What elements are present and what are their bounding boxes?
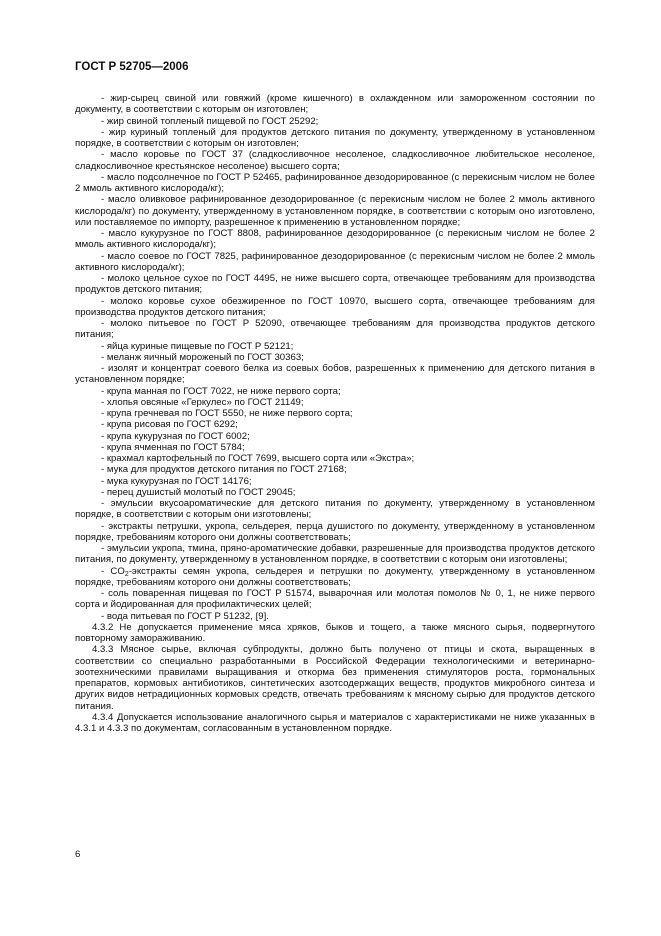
list-item-co2 <box>75 566 595 589</box>
co2-rest: -экстракты семян укропа, сельдерея и петрушки по документу, утвержденному в установленном порядке, требованиям которого они должны соответствовать; <box>75 565 595 588</box>
list-item: - масло коровье по ГОСТ 37 (сладкосливочное несоленое, сладкосливочное любительское несоленое, сладкосливочное крестьянское несоленое) высшего сорта; <box>75 149 595 172</box>
list-item: - крупа кукурузная по ГОСТ 6002; <box>101 430 250 442</box>
list-item: - перец душистый молотый по ГОСТ 29045; <box>101 486 296 498</box>
list-item: - вода питьевая по ГОСТ Р 51232, [9]. <box>101 610 269 622</box>
list-item: - молоко питьевое по ГОСТ Р 52090, отвечающее требованиям для производства продуктов детского питания; <box>75 318 595 341</box>
list-item: - хлопья овсяные «Геркулес» по ГОСТ 21149; <box>101 396 304 408</box>
list-item: - эмульсии укропа, тмина, пряно-ароматические добавки, разрешенные для производства продуктов детского питания, по документу, утвержденному в установленном порядке, в соответствии с которым они изготовлены; <box>75 543 595 566</box>
list-item: - масло подсолнечное по ГОСТ Р 52465, рафинированное дезодорированное (с перекисным числом не более 2 ммоль активного кислорода/кг); <box>75 171 595 194</box>
list-item: - молоко коровье сухое обезжиренное по ГОСТ 10970, высшего сорта, отвечающее требованиям для производства продуктов детского питания; <box>75 295 595 318</box>
list-item: - масло кукурузное по ГОСТ 8808, рафинированное дезодорированное (с перекисным числом не более 2 ммоль активного кислорода/кг); <box>75 228 595 251</box>
co2-prefix: - CO <box>101 565 125 577</box>
list-item: - жир куриный топленый для продуктов детского питания по документу, утвержденному в установленном порядке, в соответствии с которым он изготовлен; <box>75 126 595 149</box>
list-item: - эмульсии вкусоароматические для детского питания по документу, утвержденному в установленном порядке, в соответствии с которым они изготовлены; <box>75 498 595 521</box>
list-item: - изолят и концентрат соевого белка из соевых бобов, разрешенных к применению для детского питания в установленном порядке; <box>75 363 595 386</box>
list-item: - молоко цельное сухое по ГОСТ 4495, не ниже высшего сорта, отвечающее требованиям для производства продуктов детского питания; <box>75 273 595 296</box>
list-item: - мука для продуктов детского питания по ГОСТ 27168; <box>101 464 347 476</box>
list-item: - крупа гречневая по ГОСТ 5550, не ниже первого сорта; <box>101 408 353 419</box>
page-number: 6 <box>75 849 81 860</box>
list-item: - жир свиной топленый пищевой по ГОСТ 25292; <box>101 115 319 127</box>
list-item: - крахмал картофельный по ГОСТ 7699, высшего сорта или «Экстра»; <box>101 453 415 464</box>
list-item: - крупа ячменная по ГОСТ 5784; <box>101 441 245 453</box>
list-item: - масло соевое по ГОСТ 7825, рафинированное дезодорированное (с перекисным числом не более 2 ммоль активного кислорода/кг); <box>75 250 595 273</box>
section-4-3-3: 4.3.3 Мясное сырье, включая субпродукты, должно быть получено от птицы и скота, выращенных в соответствии со специально разработанными в Российской Федерации технологическими и ветеринарно-зоотехническими правилами выращивания и откорма без применения стимуляторов роста, гормональных препаратов, кормовых антибиотиков, синтетических азотсодержащих веществ, продуктов микробного синтеза и других видов нетрадиционных кормовых средств, отвечать требованиям к мясному сырью для продуктов детского питания. <box>75 644 595 712</box>
list-item: - крупа манная по ГОСТ 7022, не ниже первого сорта; <box>101 385 341 397</box>
list-item: - крупа рисовая по ГОСТ 6292; <box>101 419 238 431</box>
list-item: - соль поваренная пищевая по ГОСТ Р 51574, выварочная или молотая помолов № 0, 1, не ниже первого сорта и йодированная для профилактических целей; <box>75 588 595 611</box>
list-item: - масло оливковое рафинированное дезодорированное (с перекисным числом не более 2 ммоль активного кислорода/кг) по документу, утвержденному в установленном порядке, в соответствии с которым оно изготовлено, или поставляемое по импорту, разрешенное к применению в установленном порядке; <box>75 194 595 228</box>
list-item: - жир-сырец свиной или говяжий (кроме кишечного) в охлажденном или замороженном состоянии по документу, в соответствии с которым он изготовлен; <box>75 93 595 116</box>
document-header: ГОСТ Р 52705—2006 <box>75 61 189 73</box>
co2-subscript: 2 <box>124 570 129 578</box>
section-4-3-4: 4.3.4 Допускается использование аналогичного сырья и материалов с характеристиками не ниже указанных в 4.3.1 и 4.3.3 по документам, согласованным в установленном порядке. <box>75 711 595 734</box>
document-body <box>75 93 595 734</box>
section-4-3-2: 4.3.2 Не допускается применение мяса хряков, быков и тощего, а также мясного сырья, подвергнутого повторному замораживанию. <box>75 621 595 644</box>
list-item: - экстракты петрушки, укропа, сельдерея, перца душистого по документу, утвержденному в установленном порядке, требованиям которого они должны соответствовать; <box>75 520 595 543</box>
list-item: - меланж яичный мороженый по ГОСТ 30363; <box>101 351 304 363</box>
list-item: - яйца куриные пищевые по ГОСТ Р 52121; <box>101 340 294 352</box>
list-item: - мука кукурузная по ГОСТ 14176; <box>101 475 252 487</box>
